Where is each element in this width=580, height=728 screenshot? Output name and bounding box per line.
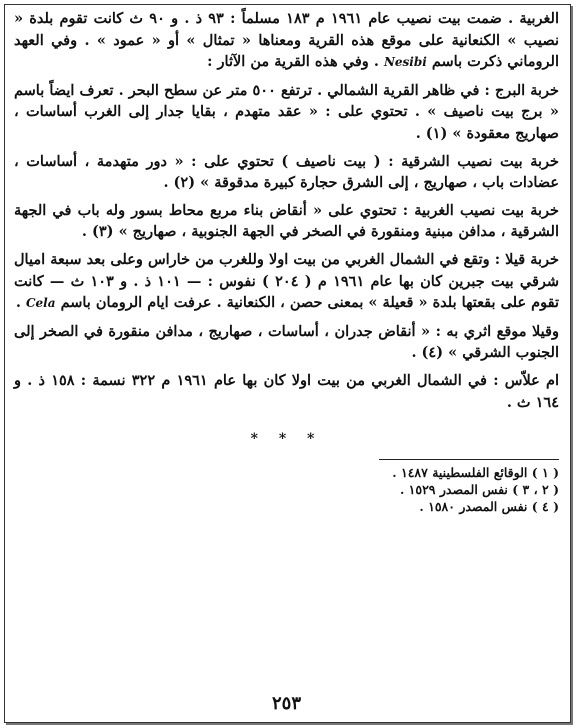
paragraph-text: وتقع في الشمال الغربي من بيت اولا وللغرب من خاراس وعلى بعد سبعة اميال شرقي بيت جبرين كان بها عام ١٩٦١ م ( ٢٠٤ ) نفوس : — ١٠١ ذ . و ١٠٣ ث — كانت تقوم على بقعتها بلدة « قعيلة » بمعنى حصن ، الكنعانية . عرفت ايام الرومان باسم [14,250,560,312]
paragraph-khirbet-qila [14,249,559,315]
paragraph-heading: ام علاّس : [486,371,560,389]
paragraph-intro [14,8,559,74]
paragraph-heading: خربة بيت نصيب الغربية : [396,201,559,219]
paragraph-khirbet-al-burj [14,80,559,145]
paragraph-text: في الشمال الغربي من بيت اولا كان بها عام ١٩٦١ م ٣٢٢ نسمة : ١٥٨ ذ . و ١٦٤ ث . [14,371,559,411]
paragraph-khirbet-west [14,200,559,243]
paragraph-umm-allas [14,370,559,413]
paragraph-text: تحتوي على « أنقاض بناء مربع محاط بسور وله باب في الجهة الشرقية ، مدافن مبنية ومنقورة في الصخر في الجهة الجنوبية ، صهاريج » (٣) . [14,201,559,241]
paragraph-khirbet-east [14,151,559,194]
paragraph-qila-site [14,321,559,364]
latin-name: Cela [25,296,56,311]
footnote: ( ٢ ، ٣ ) نفس المصدر ١٥٢٩ . [399,482,559,498]
paragraph-text: ( بيت ناصيف ) تحتوي على : « دور متهدمة ، أساسات ، عضادات باب ، صهاريج ، إلى الشرق حجارة كبيرة مدقوقة » (٢) . [14,152,559,192]
paragraph-tail: . [15,294,21,312]
footnote: ( ١ ) الوقائع الفلسطينية ١٤٨٧ . [392,465,559,481]
paragraph-heading: خربة بيت نصيب الشرقية : [380,152,559,170]
footnote: ( ٤ ) نفس المصدر ١٥٨٠ . [419,499,559,515]
paragraph-text: الغربية . ضمت بيت نصيب عام ١٩٦١ م ١٨٣ مسلماً : ٩٣ ذ . و ٩٠ ث كانت تقوم بلدة « نصيب » الكنعانية على موقع هذه القرية ومعناها « تمثال » أو « عمود » . وفي العهد الروماني ذكرت باسم [14,10,559,71]
page-number: ٢٥٣ [271,693,301,714]
section-separator: * * * [250,431,323,448]
paragraph-heading: خربة البرج : [479,81,559,99]
paragraph-text: وقيلا موقع اثري به : « أنقاض جدران ، أساسات ، صهاريج ، مدافن منقورة في الصخر إلى الجنوب الشرقي » (٤) . [14,322,559,362]
paragraph-heading: خربة قيلا : [489,250,559,268]
footnote-rule [379,459,559,460]
document-page [14,8,559,718]
paragraph-text: في ظاهر القرية الشمالي . ترتفع ٥٠٠ متر عن سطح البحر . تعرف ايضاً باسم « برج بيت ناصيف » . تحتوي على : « عقد متهدم ، بقايا جدار إلى الغرب أساسات ، صهاريج معقودة » (١) . [14,81,559,142]
paragraph-tail: . وفي هذه القرية من الآثار : [207,53,379,71]
latin-name: Nesibi [383,55,427,70]
